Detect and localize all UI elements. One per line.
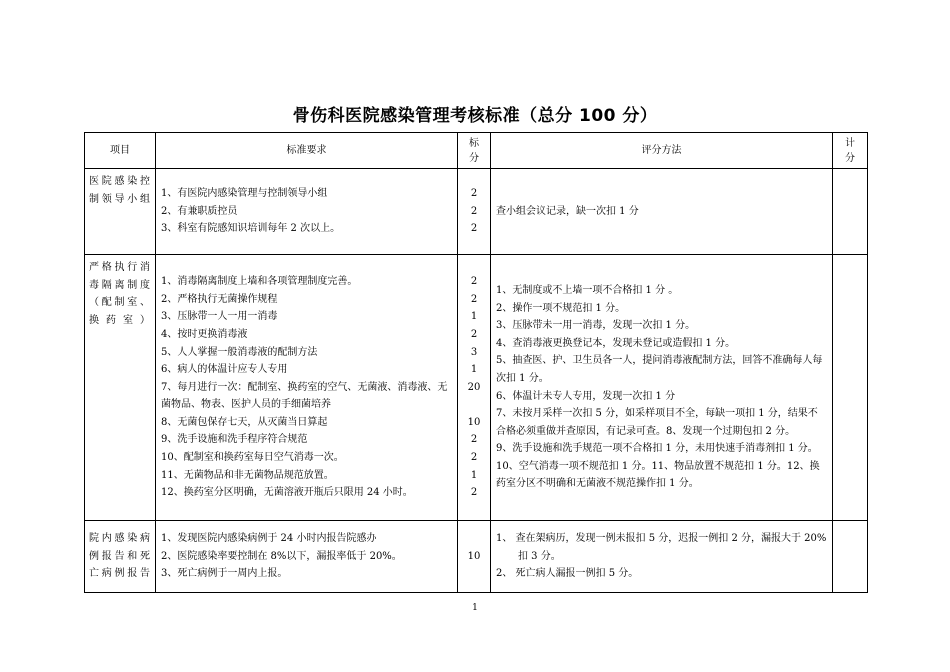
method-line: 9、洗手设施和洗手规范一项不合格扣 1 分，未用快速手消毒剂扣 1 分。10、空气消毒一项不规范扣 1 分。11、物品放置不规范扣 1 分。12、换药室分区不明确和无菌液不规范操作扣 1 分。	[496, 443, 820, 490]
standard-line: 3、死亡病例于一周内上报。	[161, 568, 288, 580]
standard-line: 1、有医院内感染管理与控制领导小组	[161, 188, 328, 200]
header-standard: 标准要求	[156, 133, 458, 169]
standard-line: 1、发现医院内感染病例于 24 小时内报告院感办	[161, 533, 377, 545]
points-value: 3	[470, 346, 478, 358]
standard-line: 2、严格执行无菌操作规程	[161, 293, 278, 305]
method-line: 查小组会议记录，缺一次扣 1 分	[496, 205, 639, 217]
points-value: 2	[470, 188, 478, 200]
standard-line: 3、压脉带一人一用一消毒	[161, 311, 278, 323]
header-method: 评分方法	[491, 133, 833, 169]
points-value: 2	[470, 434, 478, 446]
points-value: 2	[470, 452, 478, 464]
row-score-cell[interactable]	[833, 169, 868, 255]
row-method	[491, 521, 833, 593]
header-score: 计 分	[833, 133, 868, 169]
standard-line: 2、医院感染率要控制在 8%以下，漏报率低于 20%。	[161, 550, 402, 562]
row-standards	[156, 255, 458, 521]
row-standards	[156, 521, 458, 593]
points-value	[458, 396, 490, 414]
points-value: 2	[470, 328, 478, 340]
points-value: 2	[470, 223, 478, 235]
assessment-table	[84, 132, 868, 593]
standard-line: 3、科室有院感知识培训每年 2 次以上。	[161, 223, 341, 235]
standard-line: 4、按时更换消毒液	[161, 328, 248, 340]
standard-line: 11、无菌物品和非无菌物品规范放置。	[161, 469, 334, 481]
table-row	[85, 521, 868, 593]
method-line: 1、 查在架病历，发现一例未报扣 5 分，迟报一例扣 2 分，漏报大于 20%扣 3 分。	[496, 533, 827, 562]
standard-line: 6、病人的体温计应专人专用	[161, 364, 288, 376]
row-item: 严格执行消毒隔离制度（配制室、换药室）	[85, 255, 156, 521]
points-value: 2	[470, 293, 478, 305]
points-value: 2	[470, 276, 478, 288]
row-points	[458, 521, 491, 593]
points-value: 1	[470, 364, 478, 376]
row-method	[491, 255, 833, 521]
header-item: 项目	[85, 133, 156, 169]
method-line: 3、压脉带未一用一消毒，发现一次扣 1 分。	[496, 320, 696, 332]
method-line: 6、体温计未专人专用，发现一次扣 1 分	[496, 390, 676, 402]
method-line: 1、无制度或不上墙一项不合格扣 1 分 。	[496, 284, 679, 296]
document-title: 骨伤科医院感染管理考核标准（总分 100 分）	[292, 106, 658, 126]
points-value: 20	[467, 381, 481, 393]
points-value: 1	[470, 311, 478, 323]
row-score-cell[interactable]	[833, 521, 868, 593]
points-value: 10	[467, 416, 481, 428]
standard-line: 5、人人掌握一般消毒液的配制方法	[161, 346, 318, 358]
standard-line: 8、无菌包保存七天，从灭菌当日算起	[161, 416, 328, 428]
page-number: 1	[472, 603, 478, 613]
standard-line: 12、换药室分区明确，无菌溶液开瓶后只限用 24 小时。	[161, 487, 413, 499]
method-line: 7、未按月采样一次扣 5 分，如采样项目不全，每缺一项扣 1 分，结果不合格必须重做并查原因，有记录可查。8、发现一个过期包扣 2 分。	[496, 408, 818, 437]
row-points	[458, 169, 491, 255]
points-value: 2	[470, 205, 478, 217]
row-score-cell[interactable]	[833, 255, 868, 521]
table-row	[85, 255, 868, 521]
header-points: 标 分	[458, 133, 491, 169]
method-line: 2、 死亡病人漏报一例扣 5 分。	[496, 568, 639, 580]
row-item: 院内感染病例报告和死亡病例报告	[85, 521, 156, 593]
table-header-row	[85, 133, 868, 169]
row-standards	[156, 169, 458, 255]
standard-line: 7、每月进行一次：配制室、换药室的空气、无菌液、消毒液、无菌物品、物表、医护人员的手细菌培养	[161, 381, 448, 411]
standard-line: 1、消毒隔离制度上墙和各项管理制度完善。	[161, 276, 358, 288]
points-value: 2	[470, 487, 478, 499]
table-row	[85, 169, 868, 255]
points-value: 1	[470, 469, 478, 481]
standard-line: 2、有兼职质控员	[161, 205, 238, 217]
method-line: 5、抽查医、护、卫生员各一人，提问消毒液配制方法，回答不准确每人每次扣 1 分。	[496, 355, 823, 384]
row-item: 医院感染控制领导小组	[85, 169, 156, 255]
standard-line: 10、配制室和换药室每日空气消毒一次。	[161, 452, 344, 464]
standard-line: 9、洗手设施和洗手程序符合规范	[161, 434, 308, 446]
row-points	[458, 255, 491, 521]
method-line: 4、查消毒液更换登记本，发现未登记或造假扣 1 分。	[496, 337, 736, 349]
method-line: 2、操作一项不规范扣 1 分。	[496, 302, 626, 314]
points-value: 10	[467, 550, 481, 562]
row-method	[491, 169, 833, 255]
